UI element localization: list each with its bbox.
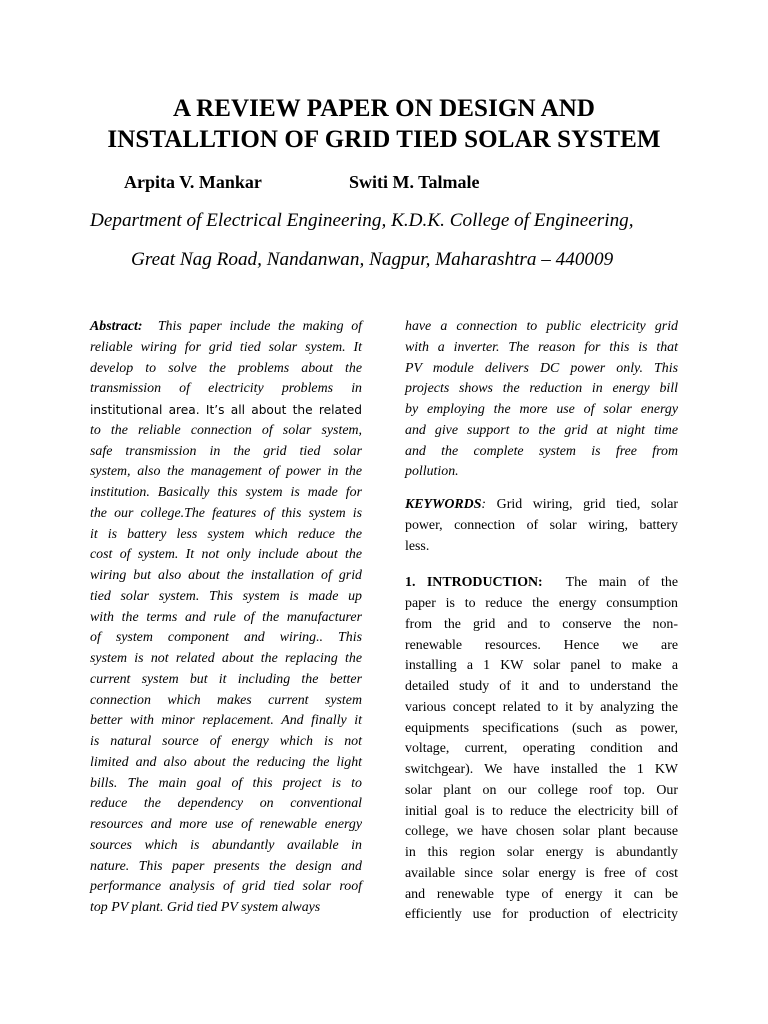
introduction-line: initial goal is to reduce the electricity bill of [405,803,678,819]
introduction-line: equipments specifications (such as power, [405,720,678,736]
abstract-line: connection which makes current system [90,692,362,708]
abstract-line: wiring but also about the installation of grid [90,568,362,583]
introduction-line: solar plant on our college roof top. Our [405,782,678,798]
abstract-label: Abstract: [90,319,143,334]
abstract-line: it is battery less system which reduce the [90,526,362,542]
author-name-1: Arpita V. Mankar [124,172,262,192]
abstract-line: institutional area. It’s all about the related [90,403,362,417]
introduction-first-text: The main of the [565,575,678,591]
introduction-line: renewable resources. Hence we are [405,637,678,653]
abstract-line: is natural source of energy which is not [90,734,362,749]
abstract-line: sources which is abundantly available in [90,837,362,853]
abstract-cont-line: have a connection to public electricity grid [405,319,678,334]
introduction-line: voltage, current, operating condition and [405,741,678,757]
introduction-line: college, we have chosen solar plant because [405,824,678,840]
abstract-line: with the terms and rule of the manufacturer [90,609,362,625]
abstract-cont-line: PV module delivers DC power only. This [405,360,678,376]
abstract-line: reduce the dependency on conventional [90,796,362,812]
introduction-section [405,573,678,926]
abstract-line: of system component and wiring.. This [90,630,362,646]
abstract-line: nature. This paper presents the design and [90,858,362,874]
abstract-cont-line: by employing the more use of solar energy [405,402,678,417]
introduction-line: and renewable type of energy it can be [405,886,678,902]
abstract-cont-line: and the complete system is free from [405,443,678,459]
abstract-line: system is not related about the replacing the [90,651,362,666]
introduction-line: in this region solar energy is abundantly [405,845,678,860]
abstract-line: performance analysis of grid tied solar roof [90,879,362,895]
abstract-line: safe transmission in the grid tied solar [90,443,362,459]
affiliation-line-2: Great Nag Road, Nandanwan, Nagpur, Maharashtra – 440009 [131,249,614,270]
keywords-first-line [405,495,678,516]
section-gap [405,557,678,573]
abstract-line: transmission of electricity problems in [90,381,362,397]
abstract-cont-line: and give support to the grid at night time [405,422,678,438]
introduction-line: installing a 1 KW solar panel to make a [405,658,678,674]
introduction-line: available since solar energy is free of cost [405,865,678,881]
introduction-line: paper is to reduce the energy consumption [405,596,678,611]
abstract-line: tied solar system. This system is made up [90,588,362,604]
abstract-column [90,317,362,919]
abstract-line: better with minor replacement. And finally it [90,713,362,729]
abstract-line: current system but it including the better [90,671,362,687]
abstract-first-text: This paper include the making of [157,319,362,334]
introduction-line: from the grid and to conserve the non- [405,616,678,632]
abstract-cont-line: projects shows the reduction in energy bill [405,381,678,397]
keywords-line: less. [405,538,430,554]
affiliation-line-1: Department of Electrical Engineering, K.D.K. College of Engineering, [90,210,634,231]
right-column [405,317,678,926]
abstract-first-line [90,317,362,338]
keywords-label: KEYWORDS [405,497,482,512]
introduction-heading: 1. INTRODUCTION: [405,575,543,591]
abstract-line: cost of system. It not only include about the [90,547,362,563]
keywords-colon: : [481,497,487,512]
keywords-section [405,495,678,557]
introduction-line: detailed study of it and to understand the [405,679,678,694]
author-name-2: Switi M. Talmale [349,172,480,192]
title-line-2: INSTALLTION OF GRID TIED SOLAR SYSTEM [107,126,661,153]
abstract-line: the our college.The features of this system is [90,505,362,521]
abstract-cont-line: pollution. [405,464,459,480]
abstract-line: develop to solve the problems about the [90,360,362,376]
abstract-line: top PV plant. Grid tied PV system always [90,900,321,915]
section-gap [405,483,678,495]
abstract-line: resources and more use of renewable energy [90,817,362,832]
abstract-cont-line: with a inverter. The reason for this is that [405,339,678,355]
abstract-line: to the reliable connection of solar system, [90,422,362,438]
abstract-line: limited and also about the reducing the light [90,754,362,770]
abstract-continuation [405,317,678,483]
abstract-line: institution. Basically this system is made for [90,485,362,500]
title-line-1: A REVIEW PAPER ON DESIGN AND [172,95,596,122]
abstract-line: reliable wiring for grid tied solar system. It [90,339,362,355]
introduction-first-line [405,573,678,594]
abstract-line: bills. The main goal of this project is to [90,775,362,791]
keywords-first-text: Grid wiring, grid tied, solar [496,497,678,512]
paper-title [60,93,708,155]
introduction-line: switchgear). We have installed the 1 KW [405,762,678,777]
abstract-line: system, also the management of power in the [90,464,362,480]
keywords-line: power, connection of solar wiring, battery [405,517,678,533]
introduction-line: various concept related to it by analyzing the [405,699,678,715]
introduction-line: efficiently use for production of electricity [405,907,678,923]
